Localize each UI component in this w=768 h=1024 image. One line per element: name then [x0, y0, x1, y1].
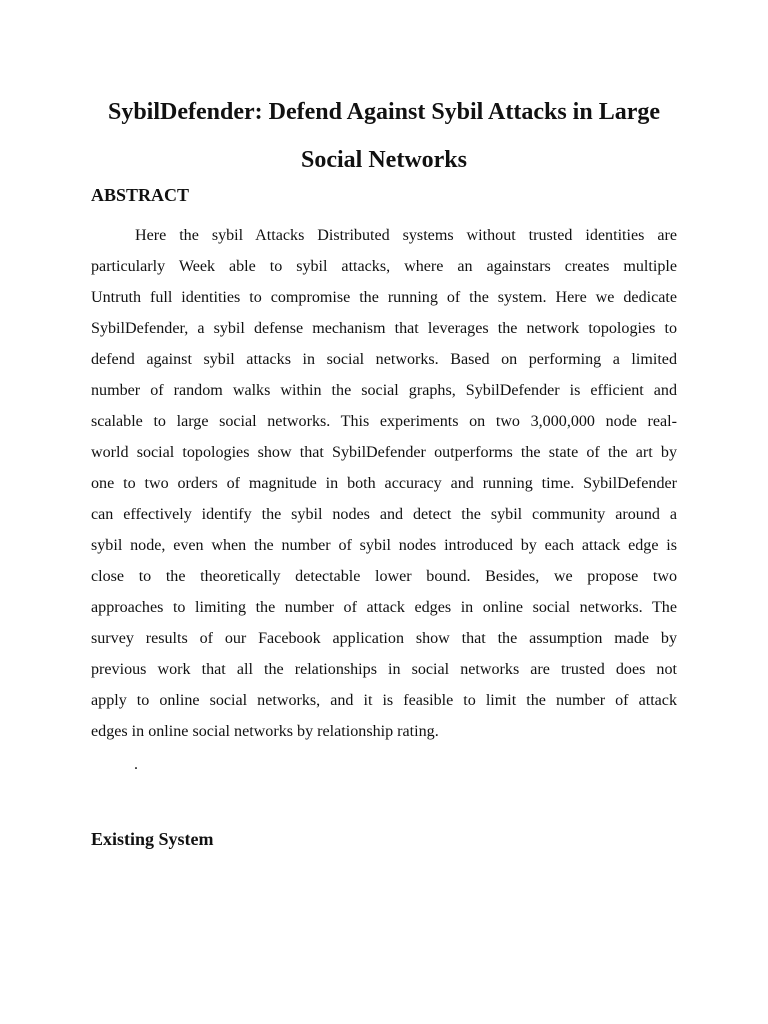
abstract-line: Here the sybil Attacks Distributed systems without trusted identities are — [135, 227, 677, 244]
abstract-line: apply to online social networks, and it is feasible to limit the number of attack — [91, 692, 677, 709]
abstract-line: scalable to large social networks. This experiments on two 3,000,000 node real- — [91, 413, 677, 430]
abstract-line: close to the theoretically detectable lower bound. Besides, we propose two — [91, 568, 677, 585]
abstract-line: previous work that all the relationships in social networks are trusted does not — [91, 661, 677, 678]
abstract-line: approaches to limiting the number of attack edges in online social networks. The — [91, 599, 677, 616]
abstract-line: survey results of our Facebook application show that the assumption made by — [91, 630, 677, 647]
abstract-line: edges in online social networks by relationship rating. — [91, 723, 439, 740]
abstract-heading: ABSTRACT — [91, 185, 190, 205]
existing-system-heading: Existing System — [91, 829, 214, 849]
title-line-2: Social Networks — [301, 147, 467, 173]
abstract-line: particularly Week able to sybil attacks, where an againstars creates multiple — [91, 258, 677, 275]
abstract-line: SybilDefender, a sybil defense mechanism that leverages the network topologies to — [91, 320, 677, 337]
abstract-line: Untruth full identities to compromise the running of the system. Here we dedicate — [91, 289, 677, 306]
abstract-line: defend against sybil attacks in social networks. Based on performing a limited — [91, 351, 677, 368]
title-line-1: SybilDefender: Defend Against Sybil Attacks in Large — [107, 99, 661, 125]
abstract-line: number of random walks within the social graphs, SybilDefender is efficient and — [91, 382, 677, 399]
stray-mark: . — [134, 756, 138, 773]
abstract-line: sybil node, even when the number of sybil nodes introduced by each attack edge is — [91, 537, 677, 554]
abstract-line: can effectively identify the sybil nodes and detect the sybil community around a — [91, 506, 677, 523]
paper-title — [70, 88, 698, 184]
abstract-line: one to two orders of magnitude in both accuracy and running time. SybilDefender — [91, 475, 677, 492]
abstract-body — [91, 220, 677, 747]
abstract-line: world social topologies show that SybilDefender outperforms the state of the art by — [91, 444, 677, 461]
